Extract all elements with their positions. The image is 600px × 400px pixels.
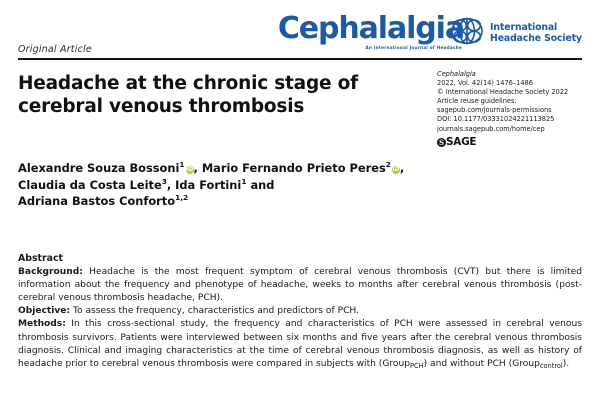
objective-label: Objective: [18, 306, 71, 317]
methods-label: Methods: [18, 319, 66, 330]
abstract-methods [18, 318, 582, 370]
citation-doi[interactable]: DOI: 10.1177/03331024221113825 [437, 115, 555, 124]
brain-globe-icon [450, 17, 484, 49]
author-separator-1: , [193, 161, 202, 175]
sage-logo [437, 135, 597, 148]
methods-text-3: ). [562, 358, 570, 369]
author-name-4: Ida Fortini [175, 177, 242, 192]
methods-text-1: In this cross-sectional study, the frequency and characteristics of PCH were assessed in cerebral venous thrombosis survivors. Patients were interviewed between six months and five years after the cerebral venous thrombosis diagnosis. Clinical and imaging characteristics at the time of cerebral venous thrombosis diagnosis, as well as history of headache prior to cerebral venous thrombosis were compared in subjects with (Group [18, 319, 582, 369]
citation-home-url[interactable]: journals.sagepub.com/home/cep [437, 124, 545, 133]
objective-text: To assess the frequency, characteristics and predictors of PCH. [70, 306, 359, 317]
journal-wordmark: Cephalalgia [277, 11, 464, 46]
abstract-heading: Abstract [18, 253, 64, 264]
orcid-icon[interactable]: iD [392, 166, 400, 173]
citation-reuse-label: Article reuse guidelines: [437, 97, 517, 106]
author-conjunction: and [250, 177, 275, 192]
sage-circle-icon: S [438, 137, 445, 147]
author-separator-2: , [399, 161, 405, 175]
background-label: Background: [18, 267, 83, 278]
methods-subscript-control: control [539, 361, 563, 370]
article-type-label: Original Article [18, 44, 92, 55]
ihs-line-1: International [490, 22, 558, 33]
author-affil-4: 1 [241, 176, 247, 186]
methods-subscript-pch: PCH [410, 361, 424, 370]
methods-text-2: ) and without PCH (Group [423, 358, 540, 369]
citation-journal: Cephalalgia [437, 70, 476, 78]
header-divider [18, 58, 582, 60]
author-name-1: Alexandre Souza Bossoni [18, 161, 180, 175]
citation-volume: 2022, Vol. 42(14) 1476–1486 [437, 79, 533, 88]
author-affil-2: 2 [385, 160, 391, 170]
journal-masthead [277, 11, 464, 50]
citation-block [437, 70, 597, 147]
ihs-line-2: Headache Society [490, 33, 582, 44]
abstract-objective [18, 305, 582, 318]
author-affil-1: 1 [179, 160, 185, 170]
journal-tagline: An International Journal of Headache [365, 45, 462, 50]
orcid-icon[interactable]: iD [186, 166, 194, 173]
ihs-logo [450, 17, 582, 49]
author-name-3: Claudia da Costa Leite [18, 177, 162, 192]
citation-reuse-url[interactable]: sagepub.com/journals-permissions [437, 106, 552, 115]
background-text: Headache is the most frequent symptom of cerebral venous thrombosis (CVT) but there is limited information about the frequency and phenotype of headache, weeks to months after cerebral venous thrombosis (post-cerebral venous thrombosis headache, PCH). [18, 267, 582, 304]
sage-wordmark: SAGE [446, 135, 477, 148]
author-affil-3: 3 [161, 176, 167, 186]
author-list [18, 160, 423, 210]
page-title: Headache at the chronic stage of cerebral venous thrombosis [18, 73, 358, 117]
abstract-background [18, 266, 582, 305]
citation-copyright: © International Headache Society 2022 [437, 88, 569, 97]
ihs-name [490, 22, 582, 44]
author-separator-3: , [166, 177, 176, 192]
author-name-5: Adriana Bastos Conforto [18, 194, 176, 208]
abstract-section [18, 252, 582, 371]
page-header [18, 11, 582, 58]
author-name-2: Mario Fernando Prieto Peres [201, 161, 386, 175]
author-affil-5: 1,2 [175, 193, 189, 203]
